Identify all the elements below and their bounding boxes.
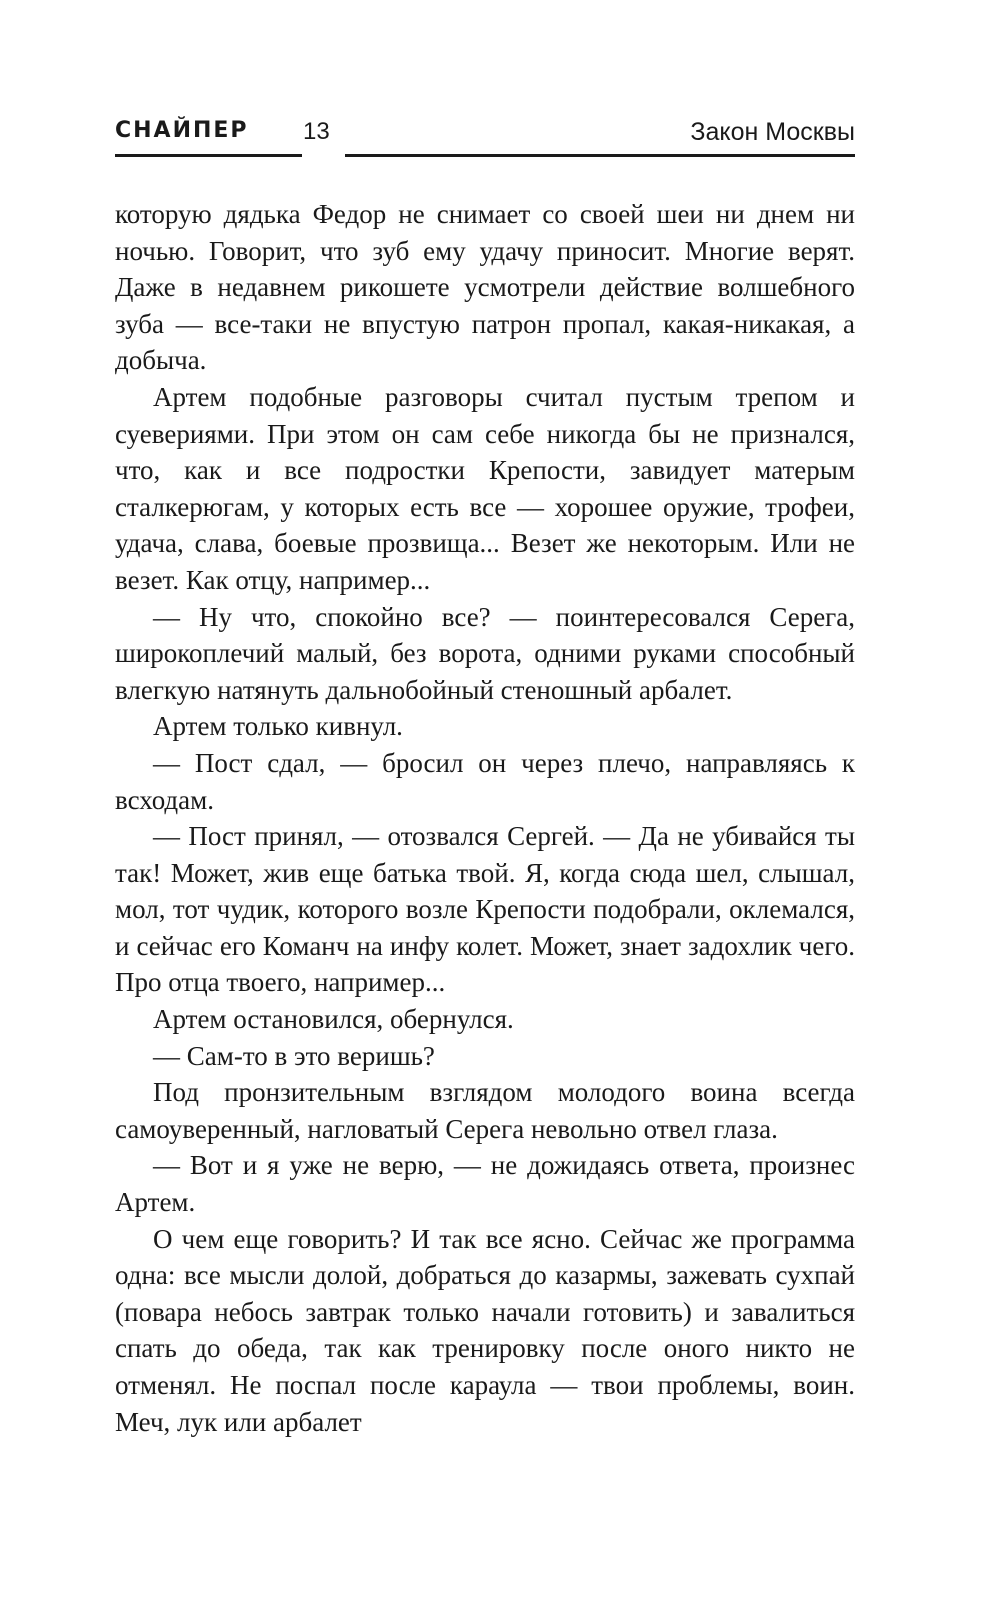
page-number: 13: [303, 118, 330, 145]
paragraph: — Пост сдал, — бросил он через плечо, направляясь к всходам.: [115, 747, 855, 815]
paragraph: Артем только кивнул.: [153, 711, 403, 742]
paragraph: О чем еще говорить? И так все ясно. Сейчас же программа одна: все мысли долой, добраться до казармы, зажевать сухпай (повара небось завтрак только начали готовить) и завалиться спать до обеда, так как тренировку после оного никто не отменял. Не поспал после караула — твои проблемы, воин. Меч, лук или арбалет: [115, 1223, 855, 1437]
paragraph: Под пронзительным взглядом молодого воина всегда самоуверенный, нагловатый Серега невольно отвел глаза.: [115, 1077, 855, 1144]
paragraph: — Сам-то в это веришь?: [153, 1040, 435, 1071]
header-rule-left: [115, 154, 302, 157]
running-header: [115, 118, 855, 160]
paragraph: Артем подобные разговоры считал пустым трепом и суевериями. При этом он сам себе никогда бы не признался, что, как и все подростки Крепости, завидует матерым сталкерюгам, у которых есть все — хорошее оружие, трофеи, удача, слава, боевые прозвища... Везет же некоторым. Или не везет. Как отцу, например...: [115, 381, 855, 595]
body-text: [115, 196, 855, 1440]
paragraph: которую дядька Федор не снимает со своей шеи ни днем ни ночью. Говорит, что зуб ему удачу приносит. Многие верят. Даже в недавнем рикошете усмотрели действие волшебного зуба — все-таки не впустую патрон пропал, какая-никакая, а добыча.: [115, 199, 855, 376]
paragraph: — Пост принял, — отозвался Сергей. — Да не убивайся ты так! Может, жив еще батька твой. Я, когда сюда шел, слышал, мол, тот чудик, которого возле Крепости подобрали, оклемался, и сейчас его Команч на инфу колет. Может, знает задохлик чего. Про отца твоего, например...: [115, 821, 855, 998]
series-title: СНАЙПЕР: [115, 118, 249, 143]
header-rule-right: [345, 154, 855, 157]
paragraph: Артем остановился, обернулся.: [153, 1004, 514, 1035]
paragraph: — Вот и я уже не верю, — не дожидаясь ответа, произнес Артем.: [115, 1150, 855, 1218]
book-title: Закон Москвы: [690, 118, 855, 146]
paragraph: — Ну что, спокойно все? — поинтересовался Серега, широкоплечий малый, без ворота, одними руками способный влегкую натянуть дальнобойный стеношный арбалет.: [115, 601, 855, 705]
